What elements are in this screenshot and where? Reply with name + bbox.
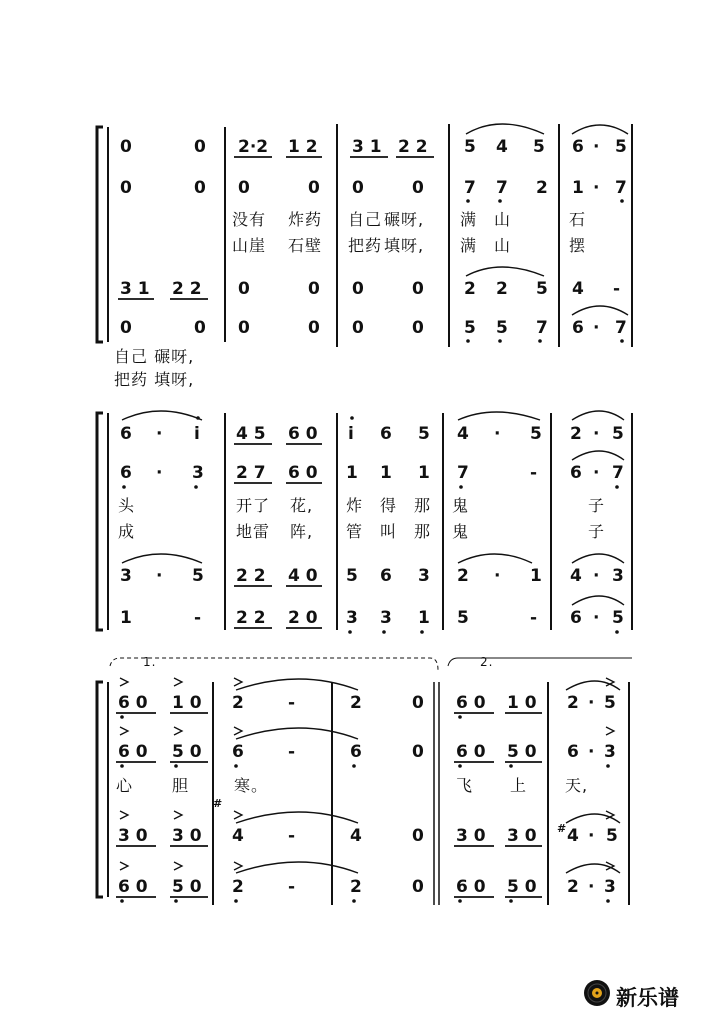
note: 2 xyxy=(457,566,469,586)
note: 7 xyxy=(536,318,548,338)
lyric: 上 xyxy=(510,776,528,795)
lyric: 那 xyxy=(414,522,432,541)
note: 1 0 xyxy=(507,693,537,713)
note: 0 xyxy=(120,178,132,198)
note: 1 xyxy=(346,463,358,483)
note: 5 xyxy=(464,137,476,157)
note: 5 xyxy=(615,137,627,157)
note: 5 xyxy=(536,279,548,299)
note: 4 5 xyxy=(236,424,266,444)
note: 2·2 xyxy=(238,137,269,157)
note: 2 xyxy=(567,877,579,897)
lyric: 头 xyxy=(118,496,136,515)
note: · xyxy=(494,424,501,444)
note: 7 xyxy=(464,178,476,198)
note: 3 0 xyxy=(507,826,537,846)
note: 3 0 xyxy=(456,826,486,846)
note: · xyxy=(156,424,163,444)
note: 5 xyxy=(464,318,476,338)
lyric: 没有 xyxy=(232,210,267,229)
note: 6 xyxy=(380,566,392,586)
note: 0 xyxy=(412,742,424,762)
note: 7 xyxy=(496,178,508,198)
volta-1-label: 1. xyxy=(143,655,157,669)
note: 1 xyxy=(572,178,584,198)
note: 0 xyxy=(412,826,424,846)
note: 4 xyxy=(570,566,582,586)
note: - xyxy=(613,279,621,299)
note: 0 xyxy=(412,318,424,338)
note: 3 0 xyxy=(118,826,148,846)
lyric: 把药 xyxy=(348,236,383,255)
note: 0 xyxy=(308,279,320,299)
note: 0 xyxy=(238,279,250,299)
note: 2 xyxy=(536,178,548,198)
note: 2 xyxy=(496,279,508,299)
note: 6 xyxy=(350,742,362,762)
lyric: 地雷 xyxy=(236,522,271,541)
note: 6 0 xyxy=(288,424,318,444)
note: 0 xyxy=(308,178,320,198)
lyric: 心 xyxy=(116,776,134,795)
note: 2 2 xyxy=(236,608,266,628)
note: 1 xyxy=(530,566,542,586)
lyric: 自己 碾呀, xyxy=(114,347,195,366)
note: · xyxy=(156,566,163,586)
note: 3 xyxy=(192,463,204,483)
note: 3 xyxy=(120,566,132,586)
note: 6 xyxy=(570,463,582,483)
note: 1 2 xyxy=(288,137,318,157)
note: 2 xyxy=(232,693,244,713)
note: 6 0 xyxy=(456,693,486,713)
note: 3 0 xyxy=(172,826,202,846)
note: - xyxy=(530,463,538,483)
note: 2 xyxy=(232,877,244,897)
note: 5 0 xyxy=(507,742,537,762)
note: 4 xyxy=(567,826,579,846)
lyric: 石 xyxy=(569,210,587,229)
lyric: 自己 xyxy=(348,210,383,229)
note: 5 0 xyxy=(172,877,202,897)
note: 7 xyxy=(615,178,627,198)
note: · xyxy=(156,463,163,483)
note: - xyxy=(288,877,296,897)
note: 3 xyxy=(380,608,392,628)
note: 2 xyxy=(350,877,362,897)
note: 3 1 xyxy=(120,279,150,299)
note: · xyxy=(593,318,600,338)
note: 6 xyxy=(120,463,132,483)
lyric: 鬼 xyxy=(452,522,470,541)
lyric: 把药 填呀, xyxy=(114,370,195,389)
note: 7 xyxy=(615,318,627,338)
note: 4 xyxy=(572,279,584,299)
lyric: 炸药 xyxy=(288,210,323,229)
note: · xyxy=(588,826,595,846)
lyric: 寒。 xyxy=(234,776,269,795)
note: 6 xyxy=(232,742,244,762)
note: 5 xyxy=(346,566,358,586)
lyric: 子 xyxy=(588,496,606,515)
note: - xyxy=(530,608,538,628)
note: 0 xyxy=(352,318,364,338)
note: - xyxy=(194,608,202,628)
note: 0 xyxy=(412,279,424,299)
note: 3 xyxy=(346,608,358,628)
watermark-logo xyxy=(582,978,700,1010)
note: 6 xyxy=(570,608,582,628)
note: 2 2 xyxy=(398,137,428,157)
note: 1 xyxy=(418,608,430,628)
lyric: 阵, xyxy=(290,522,314,541)
note: · xyxy=(593,424,600,444)
note: 5 xyxy=(612,608,624,628)
note: 0 xyxy=(412,178,424,198)
note: 1 xyxy=(418,463,430,483)
lyric: 那 xyxy=(414,496,432,515)
lyric: 满 xyxy=(460,236,478,255)
note: 2 0 xyxy=(288,608,318,628)
note: 5 xyxy=(604,693,616,713)
note: 0 xyxy=(194,318,206,338)
note: 0 xyxy=(352,178,364,198)
note: 6 0 xyxy=(118,693,148,713)
lyric: 天, xyxy=(565,776,589,795)
note: - xyxy=(288,693,296,713)
lyric: 花, xyxy=(290,496,314,515)
note: 5 xyxy=(606,826,618,846)
note: · xyxy=(593,566,600,586)
note: 6 0 xyxy=(118,877,148,897)
watermark-label: 新乐谱 xyxy=(616,986,679,1010)
lyric: 胆 xyxy=(172,776,190,795)
note: i xyxy=(194,424,200,444)
lyric: 成 xyxy=(118,522,136,541)
note: 2 xyxy=(567,693,579,713)
lyric: 碾呀, xyxy=(384,210,425,229)
lyric: 开了 xyxy=(236,496,271,515)
lyric: 山崖 xyxy=(232,236,267,255)
note: 4 xyxy=(496,137,508,157)
note: 2 xyxy=(350,693,362,713)
lyric: 石壁 xyxy=(288,236,323,255)
note: 2 2 xyxy=(172,279,202,299)
note: · xyxy=(593,178,600,198)
lyric: 山 xyxy=(494,210,512,229)
note: 6 0 xyxy=(456,742,486,762)
note: 5 xyxy=(457,608,469,628)
note: · xyxy=(588,877,595,897)
lyric: 山 xyxy=(494,236,512,255)
note: 0 xyxy=(120,137,132,157)
note: 6 0 xyxy=(456,877,486,897)
note: 6 xyxy=(572,137,584,157)
lyric: 填呀, xyxy=(384,236,425,255)
note: 0 xyxy=(412,693,424,713)
note: · xyxy=(494,566,501,586)
lyric: 飞 xyxy=(456,776,474,795)
note: 7 xyxy=(612,463,624,483)
note: 0 xyxy=(194,178,206,198)
note: 1 0 xyxy=(172,693,202,713)
note: 0 xyxy=(120,318,132,338)
note: 0 xyxy=(308,318,320,338)
note: · xyxy=(593,463,600,483)
note: · xyxy=(593,608,600,628)
note: 6 xyxy=(120,424,132,444)
note: 0 xyxy=(412,877,424,897)
note: 5 0 xyxy=(172,742,202,762)
note: 0 xyxy=(238,178,250,198)
note: 7 xyxy=(457,463,469,483)
note: 6 0 xyxy=(288,463,318,483)
sharp-sign: # xyxy=(557,822,567,835)
note: 6 0 xyxy=(118,742,148,762)
sharp-sign: # xyxy=(213,797,223,810)
note: - xyxy=(288,742,296,762)
note: 4 xyxy=(232,826,244,846)
note: i xyxy=(348,424,354,444)
lyric: 满 xyxy=(460,210,478,229)
note: 3 xyxy=(418,566,430,586)
note: 1 xyxy=(380,463,392,483)
lyric: 叫 xyxy=(380,522,398,541)
lyric: 炸 xyxy=(346,496,364,515)
vinyl-record-icon xyxy=(582,978,612,1008)
note: 5 xyxy=(192,566,204,586)
note: - xyxy=(288,826,296,846)
note: 5 0 xyxy=(507,877,537,897)
note: 0 xyxy=(238,318,250,338)
lyric: 管 xyxy=(346,522,364,541)
lyric: 鬼 xyxy=(452,496,470,515)
note: · xyxy=(588,693,595,713)
volta-2-label: 2. xyxy=(480,655,494,669)
note: 4 0 xyxy=(288,566,318,586)
note: 5 xyxy=(530,424,542,444)
note: 3 xyxy=(604,877,616,897)
note: 3 xyxy=(604,742,616,762)
note: 4 xyxy=(457,424,469,444)
note: 5 xyxy=(612,424,624,444)
lyric: 子 xyxy=(588,522,606,541)
note: 4 xyxy=(350,826,362,846)
note: · xyxy=(588,742,595,762)
note: 5 xyxy=(533,137,545,157)
note: 6 xyxy=(572,318,584,338)
note: 2 7 xyxy=(236,463,266,483)
lyric: 摆 xyxy=(569,236,587,255)
note: 2 xyxy=(570,424,582,444)
lyric: 得 xyxy=(380,496,398,515)
note: 6 xyxy=(567,742,579,762)
note: 2 xyxy=(464,279,476,299)
note: · xyxy=(593,137,600,157)
note: 2 2 xyxy=(236,566,266,586)
note: 0 xyxy=(352,279,364,299)
note: 5 xyxy=(418,424,430,444)
note: 1 xyxy=(120,608,132,628)
note: 5 xyxy=(496,318,508,338)
note: 0 xyxy=(194,137,206,157)
note: 6 xyxy=(380,424,392,444)
note: 3 1 xyxy=(352,137,382,157)
note: 3 xyxy=(612,566,624,586)
